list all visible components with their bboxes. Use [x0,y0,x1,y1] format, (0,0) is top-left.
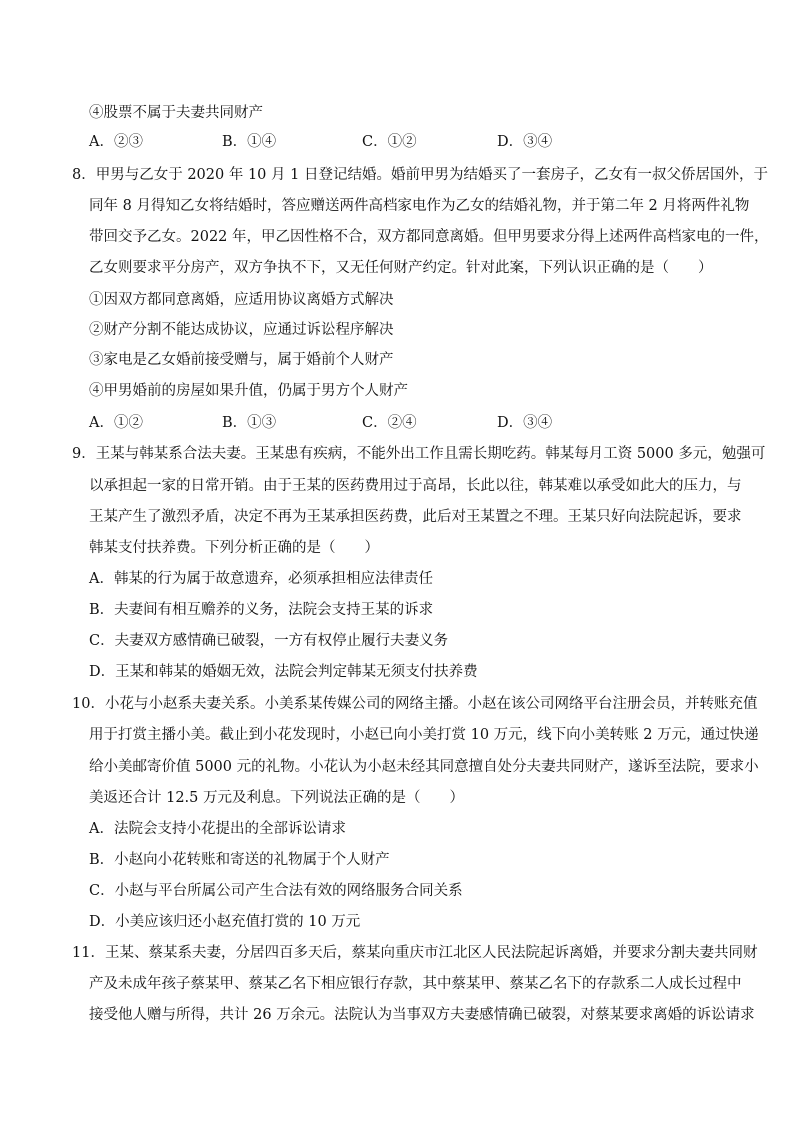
q7-option-d[interactable]: D．③④ [497,134,553,150]
q8-option-c[interactable]: C．②④ [362,415,417,431]
q8-option-d[interactable]: D．③④ [497,415,553,431]
q9-stem-line: 王某产生了激烈矛盾，决定不再为王某承担医药费，此后对王某置之不理。王某只好向法院起诉，要求 [89,509,742,525]
q8-statement-1: ①因双方都同意离婚，应适用协议离婚方式解决 [89,292,394,308]
q8-statement-2: ②财产分割不能达成协议，应通过诉讼程序解决 [89,322,394,338]
q9-option-d[interactable]: D．王某和韩某的婚姻无效，法院会判定韩某无须支付扶养费 [89,664,478,680]
q8-stem-line: 同年 8 月得知乙女将结婚时，答应赠送两件高档家电作为乙女的结婚礼物，并于第二年 2 月将两件礼物 [89,198,750,214]
q9-stem-line: 韩某支付扶养费。下列分析正确的是（ ） [89,540,379,556]
q11-stem-line: 产及未成年孩子蔡某甲、蔡某乙名下相应银行存款，其中蔡某甲、蔡某乙名下的存款系二人成长过程中 [89,976,742,992]
q10-stem-line: 美返还合计 12.5 万元及利息。下列说法正确的是（ ） [89,790,465,806]
q10-stem-line: 给小美邮寄价值 5000 元的礼物。小花认为小赵未经其同意擅自处分夫妻共同财产，遂诉至法院，要求小 [89,759,759,775]
q9-option-c[interactable]: C．夫妻双方感情确已破裂，一方有权停止履行夫妻义务 [89,633,449,649]
q9-stem-line: 以承担起一家的日常开销。由于王某的医药费用过于高昂，长此以往，韩某难以承受如此大的压力，与 [89,478,742,494]
q8-option-a[interactable]: A．①② [89,415,143,431]
q10-option-b[interactable]: B．小赵向小花转账和寄送的礼物属于个人财产 [89,852,390,868]
q9-option-a[interactable]: A．韩某的行为属于故意遗弃，必须承担相应法律责任 [89,571,433,587]
q8-stem-line: 乙女则要求平分房产，双方争执不下，又无任何财产约定。针对此案，下列认识正确的是（ ） [89,260,713,276]
q8-statement-3: ③家电是乙女婚前接受赠与，属于婚前个人财产 [89,352,394,368]
q9-option-b[interactable]: B．夫妻间有相互赡养的义务，法院会支持王某的诉求 [89,602,434,618]
q8-option-b[interactable]: B．①③ [222,415,277,431]
q10-option-c[interactable]: C．小赵与平台所属公司产生合法有效的网络服务合同关系 [89,883,463,899]
q7-option-c[interactable]: C．①② [362,134,417,150]
q10-option-d[interactable]: D．小美应该归还小赵充值打赏的 10 万元 [89,914,361,930]
q10-option-a[interactable]: A．法院会支持小花提出的全部诉讼请求 [89,821,346,837]
q11-stem-line: 11．王某、蔡某系夫妻，分居四百多天后，蔡某向重庆市江北区人民法院起诉离婚，并要求分割夫妻共同财 [72,945,758,961]
q9-stem-line: 9．王某与韩某系合法夫妻。王某患有疾病，不能外出工作且需长期吃药。韩某每月工资 5000 多元，勉强可 [72,446,766,462]
q7-statement-4: ④股票不属于夫妻共同财产 [89,105,263,121]
q8-stem-line: 带回交予乙女。2022 年，甲乙因性格不合，双方都同意离婚。但甲男要求分得上述两件高档家电的一件， [89,229,769,245]
q10-stem-line: 10．小花与小赵系夫妻关系。小美系某传媒公司的网络主播。小赵在该公司网络平台注册会员，并转账充值 [72,696,758,712]
q8-stem-line: 8．甲男与乙女于 2020 年 10 月 1 日登记结婚。婚前甲男为结婚买了一套房子，乙女有一叔父侨居国外，于 [72,167,768,183]
q11-stem-line: 接受他人赠与所得，共计 26 万余元。法院认为当事双方夫妻感情确已破裂，对蔡某要求离婚的诉讼请求 [89,1007,755,1023]
q7-option-a[interactable]: A．②③ [89,134,143,150]
q8-statement-4: ④甲男婚前的房屋如果升值，仍属于男方个人财产 [89,383,408,399]
q7-option-b[interactable]: B．①④ [222,134,277,150]
q10-stem-line: 用于打赏主播小美。截止到小花发现时，小赵已向小美打赏 10 万元，线下向小美转账 2 万元，通过快递 [89,727,759,743]
